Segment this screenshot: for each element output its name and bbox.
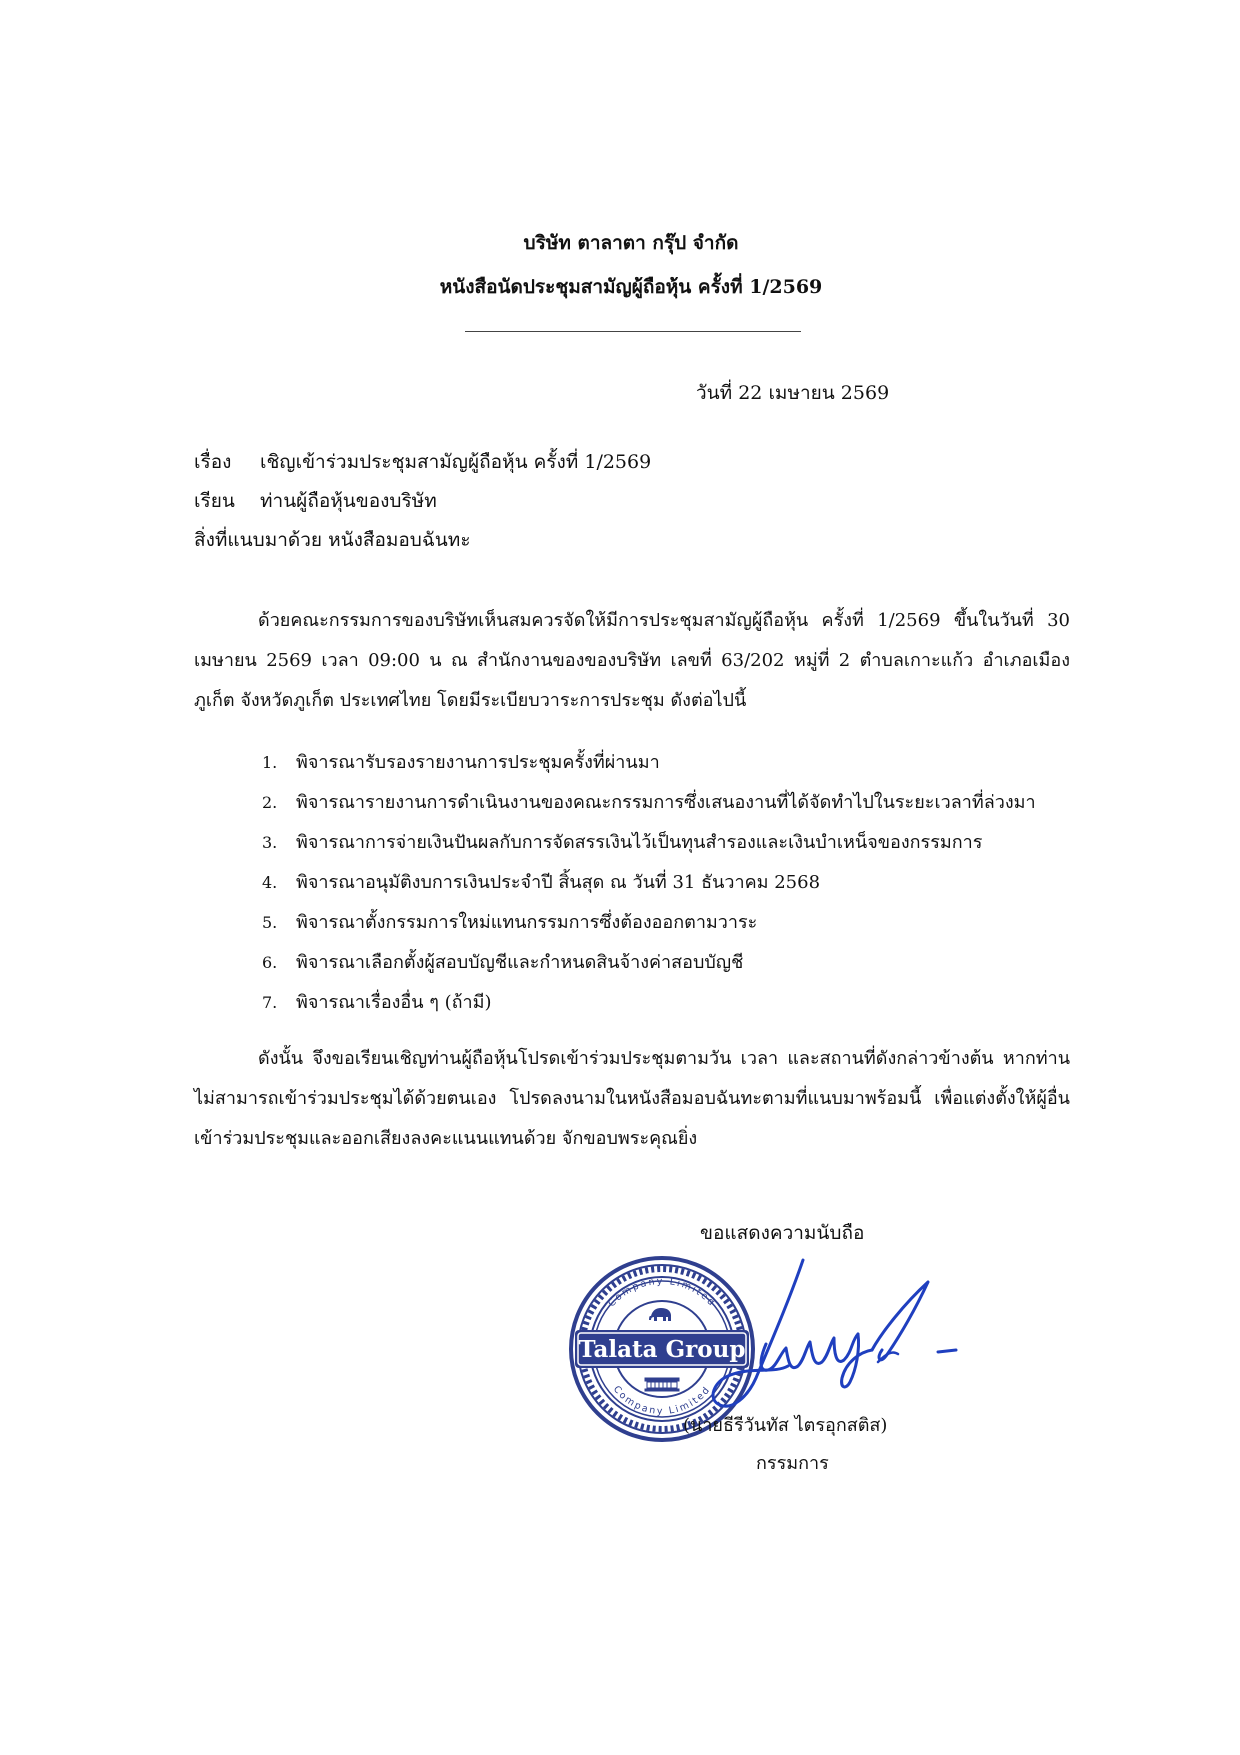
agenda-text: พิจารณาอนุมัติงบการเงินประจำปี สิ้นสุด ณ วันที่ 31 ธันวาคม 2568 [296,872,821,893]
signer-title: กรรมการ [756,1453,829,1474]
agenda-text: พิจารณารายงานการดำเนินงานของคณะกรรมการซึ่งเสนองานที่ได้จัดทำไปในระยะเวลาที่ล่วงมา [296,792,1036,813]
subject-line [194,447,651,477]
seal-brand-text: Talata Group [578,1336,746,1363]
subject-value: เชิญเข้าร่วมประชุมสามัญผู้ถือหุ้น ครั้งที่ 1/2569 [260,451,652,473]
seal-ring-bottom-text: Company Limited [610,1383,714,1418]
closing-text: ดังนั้น จึงขอเรียนเชิญท่านผู้ถือหุ้นโปรดเข้าร่วมประชุมตามวัน เวลา และสถานที่ดังกล่าวข้างต้น หากท่านไม่สามารถเข้าร่วมประชุมได้ด้วยตนเอง โปรดลงนามในหนังสือมอบฉันทะตามที่แนบมาพร้อมนี้ เพื่อแต่งตั้งให้ผู้อื่นเข้าร่วมประชุมและออกเสียงลงคะแนนแทนด้วย จักขอบพระคุณยิ่ง [194,1048,1070,1149]
subject-label: เรื่อง [194,451,232,473]
agenda-number: 2. [262,793,278,812]
agenda-number: 7. [262,993,278,1012]
intro-paragraph [194,601,1070,721]
agenda-item [262,949,1036,989]
document-title: หนังสือนัดประชุมสามัญผู้ถือหุ้น ครั้งที่ 1/2569 [439,276,823,298]
agenda-number: 6. [262,953,278,972]
closing-regards: ขอแสดงความนับถือ [700,1222,865,1244]
letter-date: วันที่ 22 เมษายน 2569 [696,382,890,404]
agenda-number: 3. [262,833,278,852]
agenda-text: พิจารณาการจ่ายเงินปันผลกับการจัดสรรเงินไว้เป็นทุนสำรองและเงินบำเหน็จของกรรมการ [296,832,983,853]
agenda-number: 5. [262,913,278,932]
title-divider [465,331,801,332]
agenda-item [262,749,1036,789]
company-name: บริษัท ตาลาตา กรุ๊ป จำกัด [523,232,739,254]
recipient-label: เรียน [194,490,235,512]
agenda-item [262,869,1036,909]
agenda-item [262,989,1036,1029]
recipient-value: ท่านผู้ถือหุ้นของบริษัท [260,490,437,512]
signer-name: (นายธีรีวันทัส ไตรอุกสติส) [683,1415,888,1436]
closing-paragraph [194,1039,1070,1159]
svg-text:Company Limited [606,1276,718,1309]
agenda-text: พิจารณาเรื่องอื่น ๆ (ถ้ามี) [296,992,492,1013]
agenda-list [262,749,1036,1029]
agenda-text: พิจารณารับรองรายงานการประชุมครั้งที่ผ่านมา [296,752,660,773]
agenda-text: พิจารณาเลือกตั้งผู้สอบบัญชีและกำหนดสินจ้างค่าสอบบัญชี [296,952,744,973]
attachment-line: สิ่งที่แนบมาด้วย หนังสือมอบฉันทะ [194,529,471,551]
seal-ring-top-text: Company Limited [606,1275,718,1310]
building-icon [645,1378,679,1391]
agenda-item [262,789,1036,829]
handwritten-signature [710,1258,970,1428]
elephant-icon [649,1308,671,1321]
agenda-number: 4. [262,873,278,892]
agenda-number: 1. [262,753,278,772]
agenda-item [262,829,1036,869]
agenda-item [262,909,1036,949]
intro-text: ด้วยคณะกรรมการของบริษัทเห็นสมควรจัดให้มีการประชุมสามัญผู้ถือหุ้น ครั้งที่ 1/2569 ขึ้นในวันที่ 30 เมษายน 2569 เวลา 09:00 น ณ สำนักงานของของบริษัท เลขที่ 63/202 หมู่ที่ 2 ตำบลเกาะแก้ว อำเภอเมือง ภูเก็ต จังหวัดภูเก็ต ประเทศไทย โดยมีระเบียบวาระการประชุม ดังต่อไปนี้ [194,610,1070,711]
agenda-text: พิจารณาตั้งกรรมการใหม่แทนกรรมการซึ่งต้องออกตามวาระ [296,912,758,933]
recipient-line [194,486,437,516]
